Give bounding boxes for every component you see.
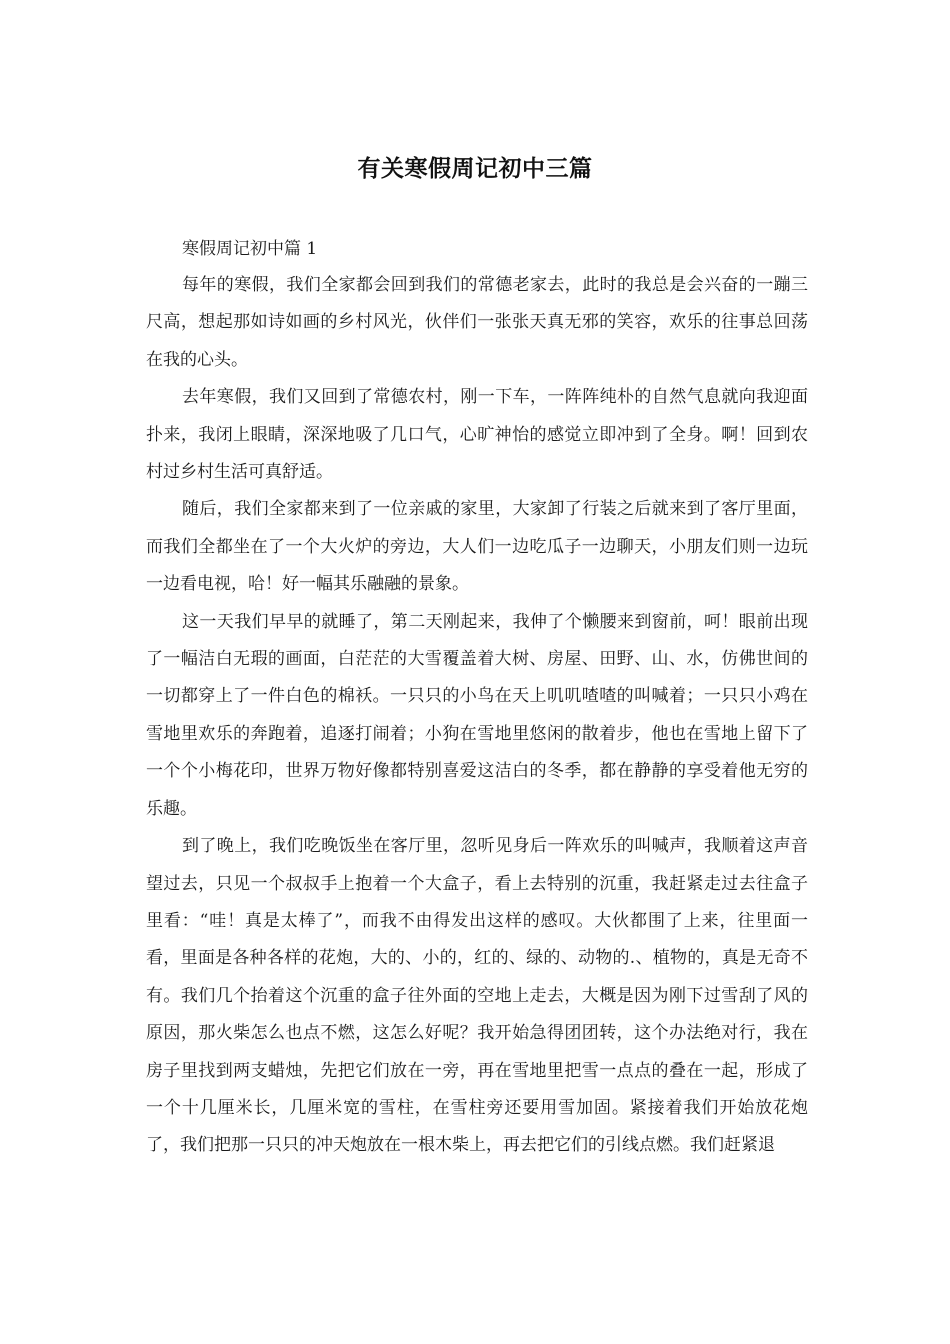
paragraph-2: 去年寒假，我们又回到了常德农村，刚一下车，一阵阵纯朴的自然气息就向我迎面扑来，我闭上眼睛，深深地吸了几口气，心旷神怡的感觉立即冲到了全身。啊！回到农村过乡村生活可真舒适。 xyxy=(146,387,808,483)
paragraph-4: 这一天我们早早的就睡了，第二天刚起来，我伸了个懒腰来到窗前，呵！眼前出现了一幅洁白无瑕的画面，白茫茫的大雪覆盖着大树、房屋、田野、山、水，仿佛世间的一切都穿上了一件白色的棉袄。一只只的小鸟在天上叽叽喳喳的叫喊着；一只只小鸡在雪地里欢乐的奔跑着，追逐打闹着；小狗在雪地里悠闲的散着步，他也在雪地上留下了一个个小梅花印，世界万物好像都特别喜爱这洁白的冬季，都在静静的享受着他无穷的乐趣。 xyxy=(146,611,808,819)
paragraph-3: 随后，我们全家都来到了一位亲戚的家里，大家卸了行装之后就来到了客厅里面，而我们全都坐在了一个大火炉的旁边，大人们一边吃瓜子一边聊天，小朋友们则一边玩一边看电视，哈！好一幅其乐融融的景象。 xyxy=(146,499,808,595)
document-body xyxy=(146,231,808,1165)
section-heading: 寒假周记初中篇 1 xyxy=(182,239,318,259)
paragraph-5: 到了晚上，我们吃晚饭坐在客厅里，忽听见身后一阵欢乐的叫喊声，我顺着这声音望过去，只见一个叔叔手上抱着一个大盒子，看上去特别的沉重，我赶紧走过去往盒子里看：“哇！真是太棒了”，而我不由得发出这样的感叹。大伙都围了上来，往里面一看，里面是各种各样的花炮，大的、小的，红的、绿的、动物的.、植物的，真是无奇不有。我们几个抬着这个沉重的盒子往外面的空地上走去，大概是因为刚下过雪刮了风的原因，那火柴怎么也点不燃，这怎么好呢？我开始急得团团转，这个办法绝对行，我在房子里找到两支蜡烛，先把它们放在一旁，再在雪地里把雪一点点的叠在一起，形成了一个十几厘米长，几厘米宽的雪柱，在雪柱旁还要用雪加固。紧接着我们开始放花炮了，我们把那一只只的冲天炮放在一根木柴上，再去把它们的引线点燃。我们赶紧退 xyxy=(146,836,808,1156)
document-title: 有关寒假周记初中三篇 xyxy=(357,156,593,182)
paragraph-1: 每年的寒假，我们全家都会回到我们的常德老家去，此时的我总是会兴奋的一蹦三尺高，想起那如诗如画的乡村风光，伙伴们一张张天真无邪的笑容，欢乐的往事总回荡在我的心头。 xyxy=(146,275,808,370)
